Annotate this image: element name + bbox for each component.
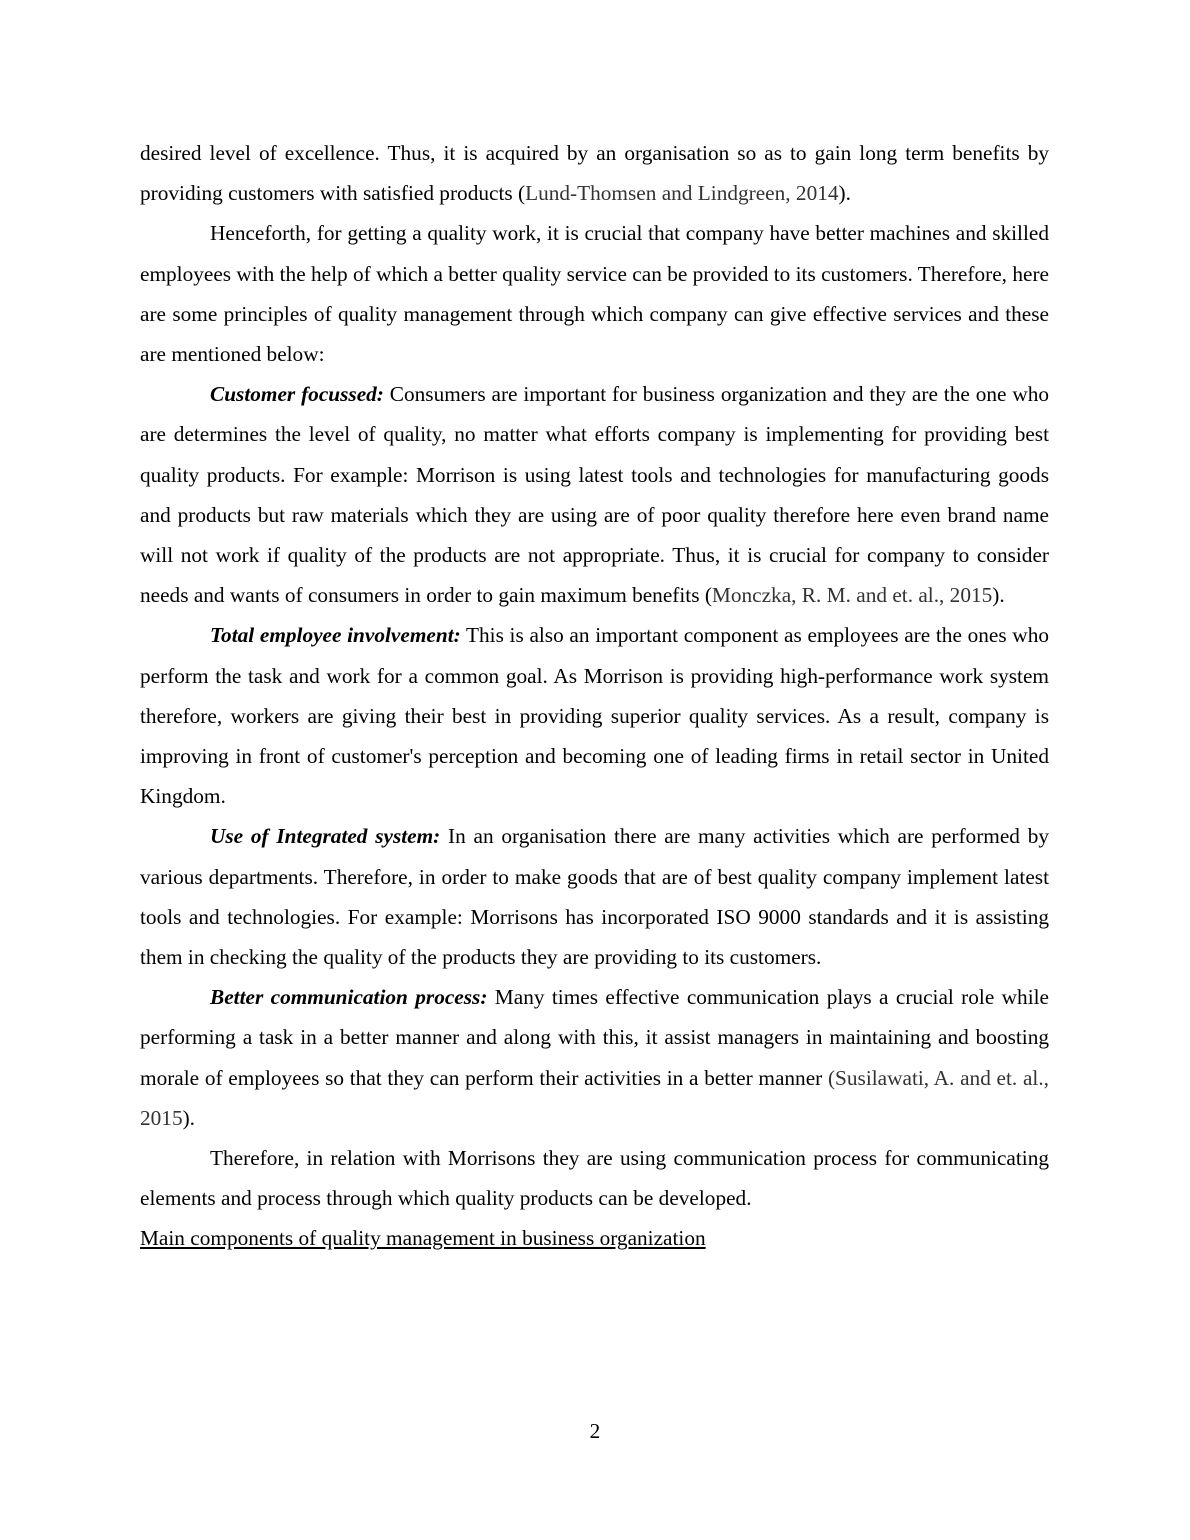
term-better-communication: Better communication process: xyxy=(210,985,488,1010)
page-number: 2 xyxy=(589,1419,601,1443)
paragraph-3-end: ). xyxy=(992,583,1005,608)
section-heading: Main components of quality management in business organization xyxy=(140,1226,706,1251)
paragraph-2 xyxy=(140,213,1049,374)
term-total-employee-involvement: Total employee involvement: xyxy=(210,623,461,648)
paragraph-1-text: desired level of excellence. Thus, it is acquired by an organisation so as to gain long term benefits by providing customers with satisfied products ( xyxy=(140,141,1049,206)
paragraph-2-text: Henceforth, for getting a quality work, it is crucial that company have better machines and skilled employees with the help of which a better quality service can be provided to its customers. Therefore, here are some principles of quality management through which company can give effective services and these are mentioned below: xyxy=(140,221,1049,367)
paragraph-3-text: Consumers are important for business organization and they are the one who are determines the level of quality, no matter what efforts company is implementing for providing best quality products. For example: Morrison is using latest tools and technologies for manufacturing goods and products but raw materials which they are using are of poor quality therefore here even brand name will not work if quality of the products are not appropriate. Thus, it is crucial for company to consider needs and wants of consumers in order to gain maximum benefits ( xyxy=(140,382,1049,608)
term-customer-focussed: Customer focussed: xyxy=(210,382,384,407)
paragraph-customer-focussed xyxy=(140,374,1049,615)
citation-lund-thomsen: Lund-Thomsen and Lindgreen, 2014 xyxy=(525,181,839,206)
citation-susilawati: (Susilawati, A. and et. al., 2015 xyxy=(140,1065,1049,1130)
document-body xyxy=(140,133,1049,1259)
term-integrated-system: Use of Integrated system: xyxy=(210,824,441,849)
paragraph-4-text: This is also an important component as employees are the ones who perform the task and work for a common goal. As Morrison is providing high-performance work system therefore, workers are giving their best in providing superior quality services. As a result, company is improving in front of customer's perception and becoming one of leading firms in retail sector in United Kingdom. xyxy=(140,623,1049,809)
paragraph-integrated-system xyxy=(140,816,1049,977)
citation-monczka: Monczka, R. M. and et. al., 2015 xyxy=(711,583,993,608)
paragraph-6-end: ). xyxy=(182,1105,196,1130)
paragraph-5-text: In an organisation there are many activities which are performed by various departments. Therefore, in order to make goods that are of best quality company implement latest tools and technologies. For example: Morrisons has incorporated ISO 9000 standards and it is assisting them in checking the quality of the products they are providing to its customers. xyxy=(140,824,1049,970)
paragraph-1 xyxy=(140,133,1049,213)
paragraph-1-end: ). xyxy=(838,181,851,206)
paragraph-total-employee-involvement xyxy=(140,615,1049,816)
paragraph-better-communication xyxy=(140,977,1049,1138)
paragraph-7 xyxy=(140,1138,1049,1218)
paragraph-7-text: Therefore, in relation with Morrisons they are using communication process for communicating elements and process through which quality products can be developed. xyxy=(140,1146,1049,1211)
paragraph-6-text: Many times effective communication plays a crucial role while performing a task in a better manner and along with this, it assist managers in maintaining and boosting morale of employees so that they can perform their activities in a better manner xyxy=(140,985,1049,1090)
